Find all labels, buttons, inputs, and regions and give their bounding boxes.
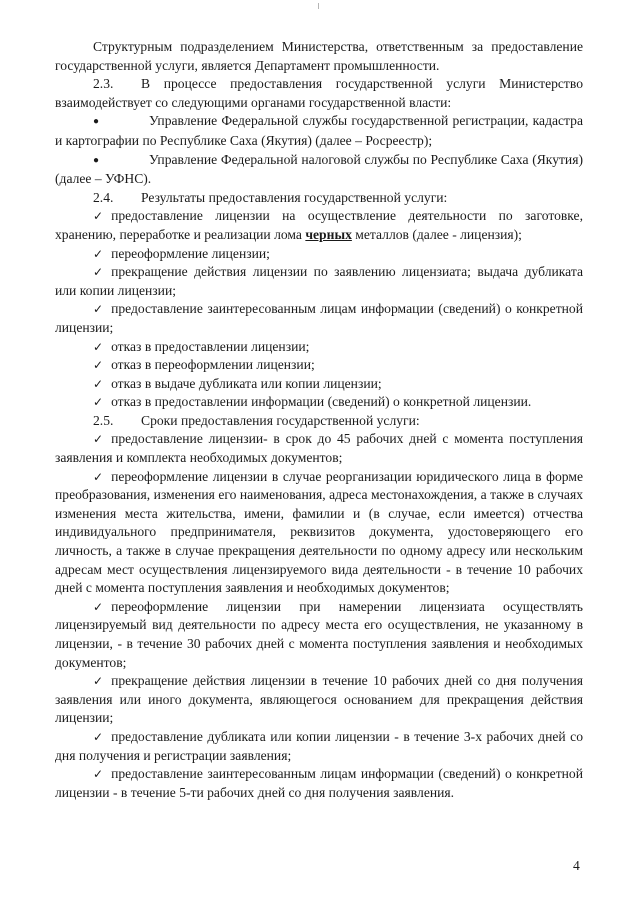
deadline-text: переоформление лицензии в случае реорганизации юридического лица в форме преобразования, изменения его наименования, адреса местонахождения, а также в случаях изменения места жительства, имени, фамилии и (в случае, если имеется) отчества индивидуального предпринимателя, реквизитов документа, удостоверяющего его личность, а также в случае прекращения деятельности по одному адресу или нескольким адресам мест осуществления лицензируемого вида деятельности - в течение 10 рабочих дней с момента поступления заявления и необходимых документов;	[55, 468, 583, 596]
page-number: 4	[573, 858, 580, 873]
checkmark-icon: ✓	[93, 265, 104, 280]
emphasis-word: черных	[305, 226, 352, 242]
section-2-4	[55, 189, 583, 208]
checkmark-icon: ✓	[93, 209, 104, 224]
result-text: отказ в предоставлении лицензии;	[111, 338, 310, 354]
checkmark-icon: ✓	[93, 599, 104, 614]
checkmark-icon: ✓	[93, 395, 104, 410]
result-item	[55, 356, 583, 375]
section-2-5	[55, 412, 583, 431]
deadline-item	[55, 598, 583, 672]
result-item	[55, 375, 583, 394]
result-text: металлов (далее - лицензия);	[351, 226, 522, 242]
result-text: отказ в предоставлении информации (сведений) о конкретной лицензии.	[111, 394, 532, 410]
result-item	[55, 263, 583, 300]
result-item	[55, 207, 583, 244]
section-number: 2.4.	[93, 189, 114, 205]
deadline-text: предоставление дубликата или копии лицензии - в течение 3-х рабочих дней со дня получения и регистрации заявления;	[55, 728, 583, 763]
section-number: 2.3.	[93, 76, 114, 92]
result-text: отказ в выдаче дубликата или копии лицензии;	[111, 375, 382, 391]
checkmark-icon: ✓	[93, 376, 104, 391]
bullet-text: Управление Федеральной налоговой службы по Республике Саха (Якутия) (далее – УФНС).	[55, 151, 583, 187]
deadline-item	[55, 765, 583, 802]
bullet-icon: ●	[93, 154, 100, 166]
bullet-item	[55, 112, 583, 150]
checkmark-icon: ✓	[93, 469, 104, 484]
checkmark-icon: ✓	[93, 432, 104, 447]
deadline-text: предоставление заинтересованным лицам информации (сведений) о конкретной лицензии - в течение 5-ти рабочих дней со дня получения заявления.	[55, 766, 583, 800]
result-item	[55, 300, 583, 337]
checkmark-icon: ✓	[93, 302, 104, 317]
deadline-item	[55, 430, 583, 467]
result-item	[55, 393, 583, 412]
deadline-item	[55, 468, 583, 598]
deadline-item	[55, 672, 583, 728]
section-2-3	[55, 75, 583, 112]
result-text: переоформление лицензии;	[111, 245, 270, 261]
deadline-text: предоставление лицензии- в срок до 45 рабочих дней с момента поступления заявления и комплекта необходимых документов;	[55, 431, 583, 466]
result-text: предоставление заинтересованным лицам информации (сведений) о конкретной лицензии;	[55, 301, 583, 335]
intro-paragraph: Структурным подразделением Министерства, ответственным за предоставление государственной услуги, является Департамент промышленности.	[55, 39, 583, 73]
result-text: отказ в переоформлении лицензии;	[111, 357, 315, 373]
document-body	[55, 38, 583, 802]
checkmark-icon: ✓	[93, 674, 104, 689]
section-text: В процессе предоставления государственной услуги Министерство взаимодействует со следующими органами государственной власти:	[55, 76, 583, 110]
checkmark-icon: ✓	[93, 729, 104, 744]
bullet-item	[55, 151, 583, 189]
bullet-text: Управление Федеральной службы государственной регистрации, кадастра и картографии по Республике Саха (Якутия) (далее – Росреестр);	[55, 113, 583, 148]
deadline-item	[55, 728, 583, 765]
deadline-text: переоформление лицензии при намерении лицензиата осуществлять лицензируемый вид деятельности по адресу места его осуществления, не указанному в лицензии, - в течение 30 рабочих дней с момента поступления заявления и необходимых документов;	[55, 598, 583, 670]
checkmark-icon: ✓	[93, 246, 104, 261]
checkmark-icon: ✓	[93, 358, 104, 373]
result-text: прекращение действия лицензии по заявлению лицензиата; выдача дубликата или копии лицензии;	[55, 264, 583, 298]
result-item	[55, 338, 583, 357]
scan-artifact	[318, 3, 319, 9]
checkmark-icon: ✓	[93, 339, 104, 354]
section-text: Сроки предоставления государственной услуги:	[141, 412, 420, 428]
section-text: Результаты предоставления государственной услуги:	[141, 189, 448, 205]
section-number: 2.5.	[93, 412, 114, 428]
bullet-icon: ●	[93, 116, 100, 128]
result-item	[55, 245, 583, 264]
result-text: предоставление лицензии на осуществление деятельности по заготовке, хранению, переработке и реализации лома	[55, 208, 583, 242]
deadline-text: прекращение действия лицензии в течение 10 рабочих дней со дня получения заявления или иного документа, являющегося основанием для прекращения действия лицензии;	[55, 673, 583, 726]
checkmark-icon: ✓	[93, 767, 104, 782]
